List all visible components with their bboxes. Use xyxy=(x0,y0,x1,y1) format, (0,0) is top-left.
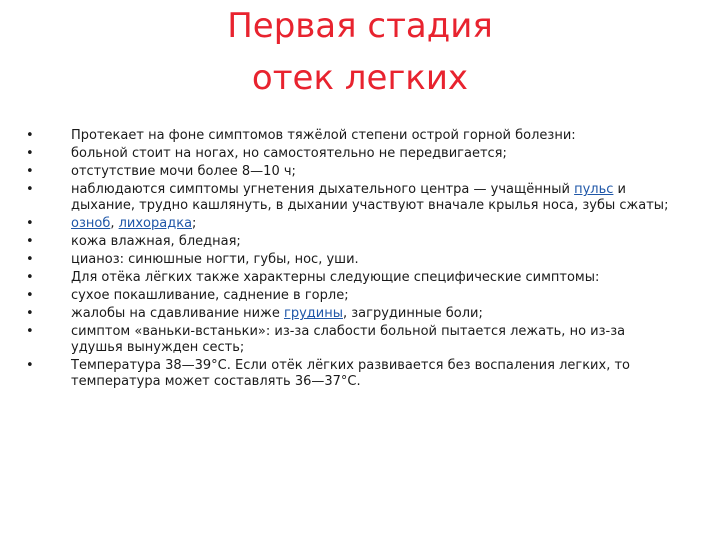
list-item-text: наблюдаются симптомы угнетения дыхательного центра — учащённый xyxy=(71,182,575,198)
bullet-icon: • xyxy=(26,288,34,304)
bullet-icon: • xyxy=(26,128,34,143)
list-item xyxy=(26,128,674,144)
bullet-icon: • xyxy=(26,215,34,231)
list-item xyxy=(26,270,674,286)
list-item-separator: , xyxy=(110,215,119,231)
list-item-text: жалобы на сдавливание ниже xyxy=(71,306,284,322)
list-item-text: симптом «ваньки-встаньки»: из-за слабости больной пытается лежать, но из-за удушья вынужден сесть; xyxy=(71,324,626,355)
list-item-text: и дыхание, трудно кашлянуть, в дыхании участвуют вначале крылья носа, зубы сжаты; xyxy=(71,182,669,213)
list-item xyxy=(26,324,674,355)
list-item-text: Для отёка лёгких также характерны следующие специфические симптомы: xyxy=(71,270,600,286)
list-item xyxy=(26,216,674,232)
sternum-link[interactable]: грудины xyxy=(283,306,343,322)
bullet-icon: • xyxy=(26,182,34,198)
slide-title-line-2: отек легких xyxy=(251,58,469,98)
slide-title-line-1: Первая стадия xyxy=(227,6,493,46)
list-item xyxy=(26,146,674,162)
list-item-text: , загрудинные боли; xyxy=(342,306,483,322)
list-item-text: ; xyxy=(192,215,197,231)
list-item-text: Протекает на фоне симптомов тяжёлой степени острой горной болезни: xyxy=(71,128,576,143)
pulse-link[interactable]: пульс xyxy=(574,182,614,198)
bullet-icon: • xyxy=(26,324,34,340)
list-item xyxy=(26,306,674,322)
list-item-text: Температура 38—39°С. Если отёк лёгких развивается без воспаления легких, то температура может составлять 36—37°С. xyxy=(71,358,630,389)
list-item-text: цианоз: синюшные ногти, губы, нос, уши. xyxy=(71,252,359,268)
list-item xyxy=(26,358,674,389)
bullet-icon: • xyxy=(26,233,34,249)
symptom-list xyxy=(26,128,674,392)
slide-title xyxy=(0,0,720,104)
list-item xyxy=(26,164,674,180)
list-item-text: кожа влажная, бледная; xyxy=(71,233,241,249)
list-item-text: отстутствие мочи более 8—10 ч; xyxy=(71,164,296,180)
bullet-icon: • xyxy=(26,358,34,374)
bullet-icon: • xyxy=(26,164,34,180)
bullet-icon: • xyxy=(26,252,34,268)
bullet-icon: • xyxy=(26,306,34,322)
list-item-text: больной стоит на ногах, но самостоятельно не передвигается; xyxy=(71,146,507,162)
list-item-text: сухое покашливание, саднение в горле; xyxy=(71,288,349,304)
list-item xyxy=(26,252,674,268)
bullet-icon: • xyxy=(26,270,34,286)
list-item xyxy=(26,182,674,213)
fever-link[interactable]: лихорадка xyxy=(118,215,193,231)
chills-link[interactable]: озноб xyxy=(71,215,111,231)
bullet-icon: • xyxy=(26,146,34,162)
list-item xyxy=(26,234,674,250)
list-item xyxy=(26,288,674,304)
